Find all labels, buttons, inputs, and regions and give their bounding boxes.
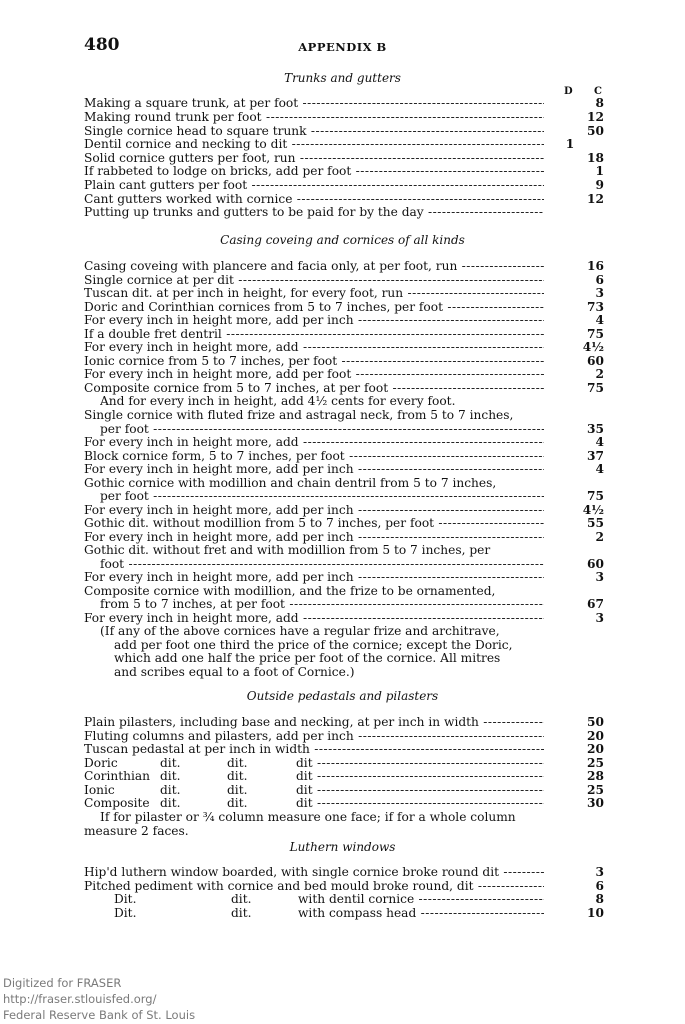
table-row: Doric dit. dit. dit ----- 25 bbox=[84, 757, 609, 771]
table-row: For every inch in height more, add per foot ----- 2 bbox=[84, 368, 609, 382]
table-row: Dentil cornice and necking to dit ----- 1 bbox=[84, 138, 609, 152]
table-row: Fluting columns and pilasters, add per inch ----- 20 bbox=[84, 730, 609, 744]
table-row: Plain pilasters, including base and necking, at per inch in width ----- 50 bbox=[84, 716, 609, 730]
table-row: Casing coveing with plancere and facia only, at per foot, run ----- 16 bbox=[84, 260, 609, 274]
table-row: per foot ----- 35 bbox=[84, 423, 609, 437]
table-row: Dit. dit. with compass head ----- 10 bbox=[84, 907, 609, 921]
table-row: Cant gutters worked with cornice ----- 12 bbox=[84, 193, 609, 207]
table-row: Composite cornice with modillion, and the frize to be ornamented, bbox=[84, 585, 496, 598]
table-row: Composite cornice from 5 to 7 inches, at per foot ----- 75 bbox=[84, 382, 609, 396]
table-row: Single cornice with fluted frize and astragal neck, from 5 to 7 inches, bbox=[84, 409, 514, 422]
table-row: Hip'd luthern window boarded, with single cornice broke round dit ----- 3 bbox=[84, 866, 609, 880]
table-row: Gothic dit. without fret and with modillion from 5 to 7 inches, per bbox=[84, 544, 491, 557]
table-row: Making a square trunk, at per foot ----- 8 bbox=[84, 97, 609, 111]
table-row: Pitched pediment with cornice and bed mould broke round, dit ----- 6 bbox=[84, 880, 609, 894]
table-row: from 5 to 7 inches, at per foot ----- 67 bbox=[84, 598, 609, 612]
table-row: Gothic dit. without modillion from 5 to 7 inches, per foot ----- 55 bbox=[84, 517, 609, 531]
table-row: Solid cornice gutters per foot, run ----- 18 bbox=[84, 152, 609, 166]
casing-note: (If any of the above cornices have a regular frize and architrave, add per foot one third the price of the cornice; except the Doric, which add one half the price per foot of the cornice. All mitres and scribes equal to a foot of Cornice.) bbox=[100, 624, 513, 679]
table-row: For every inch in height more, add ----- 4½ bbox=[84, 341, 609, 355]
digitization-footer: Digitized for FRASER http://fraser.stlouisfed.org/ Federal Reserve Bank of St. Louis bbox=[3, 976, 196, 1022]
table-row: Single cornice at per dit ----- 6 bbox=[84, 274, 609, 288]
table-row: Block cornice form, 5 to 7 inches, per foot ----- 37 bbox=[84, 450, 609, 464]
table-row: For every inch in height more, add per inch ----- 4 bbox=[84, 314, 609, 328]
table-row: For every inch in height more, add per inch ----- 4½ bbox=[84, 504, 609, 518]
table-row: Gothic cornice with modillion and chain dentril from 5 to 7 inches, bbox=[84, 477, 497, 490]
running-header: APPENDIX B bbox=[298, 40, 387, 54]
table-row: And for every inch in height, add 4½ cents for every foot. bbox=[100, 395, 456, 408]
table-row: Corinthian dit. dit. dit ----- 28 bbox=[84, 770, 609, 784]
table-row: Ionic dit. dit. dit ----- 25 bbox=[84, 784, 609, 798]
table-row: For every inch in height more, add ----- 3 bbox=[84, 612, 609, 626]
table-row: Dit. dit. with dentil cornice ----- 8 bbox=[84, 893, 609, 907]
section-heading-trunks: Trunks and gutters bbox=[284, 71, 401, 85]
table-row: If rabbeted to lodge on bricks, add per foot ----- 1 bbox=[84, 165, 609, 179]
table-row: For every inch in height more, add per inch ----- 4 bbox=[84, 463, 609, 477]
table-row: Tuscan dit. at per inch in height, for every foot, run ----- 3 bbox=[84, 287, 609, 301]
table-row: per foot ----- 75 bbox=[84, 490, 609, 504]
section-heading-pedestals: Outside pedastals and pilasters bbox=[246, 689, 439, 703]
table-row: Ionic cornice from 5 to 7 inches, per foot ----- 60 bbox=[84, 355, 609, 369]
column-header-c: C bbox=[594, 86, 602, 97]
table-row: Making round trunk per foot ----- 12 bbox=[84, 111, 609, 125]
table-row: Single cornice head to square trunk ----- 50 bbox=[84, 125, 609, 139]
table-row: Plain cant gutters per foot ----- 9 bbox=[84, 179, 609, 193]
table-row: Tuscan pedastal at per inch in width ----- 20 bbox=[84, 743, 609, 757]
table-row: Composite dit. dit. dit ----- 30 bbox=[84, 797, 609, 811]
table-row: For every inch in height more, add per inch ----- 3 bbox=[84, 571, 609, 585]
table-row: For every inch in height more, add per inch ----- 2 bbox=[84, 531, 609, 545]
column-header-d: D bbox=[564, 86, 573, 97]
pedestals-note: If for pilaster or ¾ column measure one face; if for a whole column measure 2 faces. bbox=[84, 810, 516, 838]
table-row: foot ----- 60 bbox=[84, 558, 609, 572]
section-heading-luthern: Luthern windows bbox=[289, 840, 396, 854]
table-row: If a double fret dentril ----- 75 bbox=[84, 328, 609, 342]
table-row: For every inch in height more, add ----- 4 bbox=[84, 436, 609, 450]
table-row: Putting up trunks and gutters to be paid for by the day ----- bbox=[84, 206, 609, 220]
section-heading-casing: Casing coveing and cornices of all kinds bbox=[220, 233, 465, 247]
page-number: 480 bbox=[84, 35, 120, 55]
table-row: Doric and Corinthian cornices from 5 to 7 inches, per foot ----- 73 bbox=[84, 301, 609, 315]
